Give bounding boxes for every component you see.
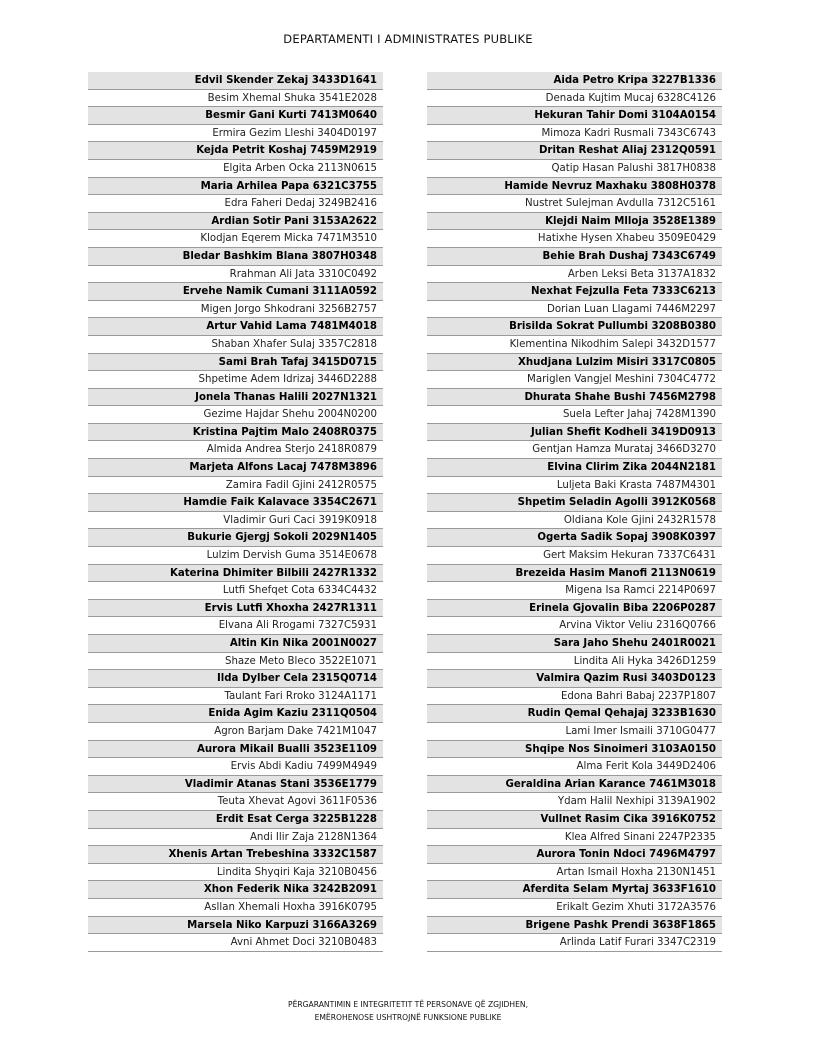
list-item: Mimoza Kadri Rusmali 7343C6743 bbox=[427, 125, 722, 143]
list-item: Nexhat Fejzulla Feta 7333C6213 bbox=[427, 283, 722, 301]
list-item: Edona Bahri Babaj 2237P1807 bbox=[427, 688, 722, 706]
list-item: Arvina Viktor Veliu 2316Q0766 bbox=[427, 617, 722, 635]
list-item: Shaze Meto Bleco 3522E1071 bbox=[88, 653, 383, 671]
page-footer bbox=[0, 998, 816, 1024]
list-item: Besmir Gani Kurti 7413M0640 bbox=[88, 107, 383, 125]
list-item: Qatip Hasan Palushi 3817H0838 bbox=[427, 160, 722, 178]
page-title: DEPARTAMENTI I ADMINISTRATES PUBLIKE bbox=[283, 32, 533, 46]
list-item: Ardian Sotir Pani 3153A2622 bbox=[88, 213, 383, 231]
list-item: Luljeta Baki Krasta 7487M4301 bbox=[427, 477, 722, 495]
list-item: Sami Brah Tafaj 3415D0715 bbox=[88, 354, 383, 372]
list-item: Xhenis Artan Trebeshina 3332C1587 bbox=[88, 846, 383, 864]
list-item: Ogerta Sadik Sopaj 3908K0397 bbox=[427, 529, 722, 547]
list-item: Xhon Federik Nika 3242B2091 bbox=[88, 881, 383, 899]
list-item: Mariglen Vangjel Meshini 7304C4772 bbox=[427, 371, 722, 389]
list-item: Hekuran Tahir Domi 3104A0154 bbox=[427, 107, 722, 125]
list-item: Vladimir Atanas Stani 3536E1779 bbox=[88, 776, 383, 794]
list-item: Julian Shefit Kodheli 3419D0913 bbox=[427, 424, 722, 442]
list-item: Elgita Arben Ocka 2113N0615 bbox=[88, 160, 383, 178]
list-item: Sara Jaho Shehu 2401R0021 bbox=[427, 635, 722, 653]
list-item: Aida Petro Kripa 3227B1336 bbox=[427, 72, 722, 90]
list-item: Artan Ismail Hoxha 2130N1451 bbox=[427, 864, 722, 882]
list-item: Lulzim Dervish Guma 3514E0678 bbox=[88, 547, 383, 565]
list-item: Marsela Niko Karpuzi 3166A3269 bbox=[88, 917, 383, 935]
list-item: Migen Jorgo Shkodrani 3256B2757 bbox=[88, 301, 383, 319]
list-item: Dorian Luan Llagami 7446M2297 bbox=[427, 301, 722, 319]
list-item: Besim Xhemal Shuka 3541E2028 bbox=[88, 90, 383, 108]
list-item: Brigene Pashk Prendi 3638F1865 bbox=[427, 917, 722, 935]
list-item: Enida Agim Kaziu 2311Q0504 bbox=[88, 705, 383, 723]
list-item: Geraldina Arian Karance 7461M3018 bbox=[427, 776, 722, 794]
list-item: Jonela Thanas Halili 2027N1321 bbox=[88, 389, 383, 407]
list-item: Aurora Tonin Ndoci 7496M4797 bbox=[427, 846, 722, 864]
footer-line-2: EMËROHENOSE USHTROJNË FUNKSIONE PUBLIKE bbox=[314, 1013, 502, 1022]
list-item: Ervehe Namik Cumani 3111A0592 bbox=[88, 283, 383, 301]
list-item: Klementina Nikodhim Salepi 3432D1577 bbox=[427, 336, 722, 354]
footer-line-1: PËRGARANTIMIN E INTEGRITETIT TË PERSONAVE QË ZGJIDHEN, bbox=[288, 1000, 528, 1009]
list-item: Maria Arhilea Papa 6321C3755 bbox=[88, 178, 383, 196]
list-item: Aurora Mikail Bualli 3523E1109 bbox=[88, 741, 383, 759]
list-item: Klodjan Eqerem Micka 7471M3510 bbox=[88, 230, 383, 248]
list-item: Behie Brah Dushaj 7343C6749 bbox=[427, 248, 722, 266]
list-item: Gentjan Hamza Murataj 3466D3270 bbox=[427, 441, 722, 459]
list-item: Shpetime Adem Idrizaj 3446D2288 bbox=[88, 371, 383, 389]
list-item: Marjeta Alfons Lacaj 7478M3896 bbox=[88, 459, 383, 477]
list-item: Edra Faheri Dedaj 3249B2416 bbox=[88, 195, 383, 213]
list-item: Hamide Nevruz Maxhaku 3808H0378 bbox=[427, 178, 722, 196]
list-item: Andi Ilir Zaja 2128N1364 bbox=[88, 829, 383, 847]
list-item: Lindita Shyqiri Kaja 3210B0456 bbox=[88, 864, 383, 882]
list-item: Edvil Skender Zekaj 3433D1641 bbox=[88, 72, 383, 90]
list-item: Migena Isa Ramci 2214P0697 bbox=[427, 582, 722, 600]
list-item: Bledar Bashkim Blana 3807H0348 bbox=[88, 248, 383, 266]
list-item: Rrahman Ali Jata 3310C0492 bbox=[88, 266, 383, 284]
list-item: Agron Barjam Dake 7421M1047 bbox=[88, 723, 383, 741]
list-item: Artur Vahid Lama 7481M4018 bbox=[88, 318, 383, 336]
list-item: Altin Kin Nika 2001N0027 bbox=[88, 635, 383, 653]
list-item: Erdit Esat Cerga 3225B1228 bbox=[88, 811, 383, 829]
list-item: Dritan Reshat Aliaj 2312Q0591 bbox=[427, 142, 722, 160]
list-item: Dhurata Shahe Bushi 7456M2798 bbox=[427, 389, 722, 407]
list-item: Ydam Halil Nexhipi 3139A1902 bbox=[427, 793, 722, 811]
list-item: Vullnet Rasim Cika 3916K0752 bbox=[427, 811, 722, 829]
list-item: Almida Andrea Sterjo 2418R0879 bbox=[88, 441, 383, 459]
list-item: Ervis Abdi Kadiu 7499M4949 bbox=[88, 758, 383, 776]
list-item: Aferdita Selam Myrtaj 3633F1610 bbox=[427, 881, 722, 899]
list-item: Taulant Fari Rroko 3124A1171 bbox=[88, 688, 383, 706]
list-item: Asllan Xhemali Hoxha 3916K0795 bbox=[88, 899, 383, 917]
list-item: Shpetim Seladin Agolli 3912K0568 bbox=[427, 494, 722, 512]
list-item: Arlinda Latif Furari 3347C2319 bbox=[427, 934, 722, 952]
list-item: Brisilda Sokrat Pullumbi 3208B0380 bbox=[427, 318, 722, 336]
list-item: Elvina Clirim Zika 2044N2181 bbox=[427, 459, 722, 477]
list-item: Rudin Qemal Qehajaj 3233B1630 bbox=[427, 705, 722, 723]
list-item: Vladimir Guri Caci 3919K0918 bbox=[88, 512, 383, 530]
list-item: Arben Leksi Beta 3137A1832 bbox=[427, 266, 722, 284]
list-item: Oldiana Kole Gjini 2432R1578 bbox=[427, 512, 722, 530]
list-item: Klea Alfred Sinani 2247P2335 bbox=[427, 829, 722, 847]
list-item: Ervis Lutfi Xhoxha 2427R1311 bbox=[88, 600, 383, 618]
list-item: Kejda Petrit Koshaj 7459M2919 bbox=[88, 142, 383, 160]
list-item: Lutfi Shefqet Cota 6334C4432 bbox=[88, 582, 383, 600]
list-item: Elvana Ali Rrogami 7327C5931 bbox=[88, 617, 383, 635]
list-item: Klejdi Naim Mlloja 3528E1389 bbox=[427, 213, 722, 231]
list-item: Teuta Xhevat Agovi 3611F0536 bbox=[88, 793, 383, 811]
list-item: Hamdie Faik Kalavace 3354C2671 bbox=[88, 494, 383, 512]
list-item: Gert Maksim Hekuran 7337C6431 bbox=[427, 547, 722, 565]
list-item: Denada Kujtim Mucaj 6328C4126 bbox=[427, 90, 722, 108]
list-item: Katerina Dhimiter Bilbili 2427R1332 bbox=[88, 565, 383, 583]
list-item: Avni Ahmet Doci 3210B0483 bbox=[88, 934, 383, 952]
list-item: Gezime Hajdar Shehu 2004N0200 bbox=[88, 406, 383, 424]
list-item: Erikalt Gezim Xhuti 3172A3576 bbox=[427, 899, 722, 917]
list-item: Shaban Xhafer Sulaj 3357C2818 bbox=[88, 336, 383, 354]
list-item: Lindita Ali Hyka 3426D1259 bbox=[427, 653, 722, 671]
list-item: Xhudjana Lulzim Misiri 3317C0805 bbox=[427, 354, 722, 372]
list-item: Lami Imer Ismaili 3710G0477 bbox=[427, 723, 722, 741]
left-name-list bbox=[88, 72, 383, 952]
list-item: Suela Lefter Jahaj 7428M1390 bbox=[427, 406, 722, 424]
list-item: Valmira Qazim Rusi 3403D0123 bbox=[427, 670, 722, 688]
list-item: Bukurie Gjergj Sokoli 2029N1405 bbox=[88, 529, 383, 547]
list-item: Ermira Gezim Lleshi 3404D0197 bbox=[88, 125, 383, 143]
list-item: Erinela Gjovalin Biba 2206P0287 bbox=[427, 600, 722, 618]
list-item: Shqipe Nos Sinoimeri 3103A0150 bbox=[427, 741, 722, 759]
list-item: Nustret Sulejman Avdulla 7312C5161 bbox=[427, 195, 722, 213]
list-item: Hatixhe Hysen Xhabeu 3509E0429 bbox=[427, 230, 722, 248]
list-item: Zamira Fadil Gjini 2412R0575 bbox=[88, 477, 383, 495]
list-item: Brezeida Hasim Manofi 2113N0619 bbox=[427, 565, 722, 583]
list-item: Alma Ferit Kola 3449D2406 bbox=[427, 758, 722, 776]
right-name-list bbox=[427, 72, 722, 952]
list-item: Ilda Dylber Cela 2315Q0714 bbox=[88, 670, 383, 688]
list-item: Kristina Pajtim Malo 2408R0375 bbox=[88, 424, 383, 442]
